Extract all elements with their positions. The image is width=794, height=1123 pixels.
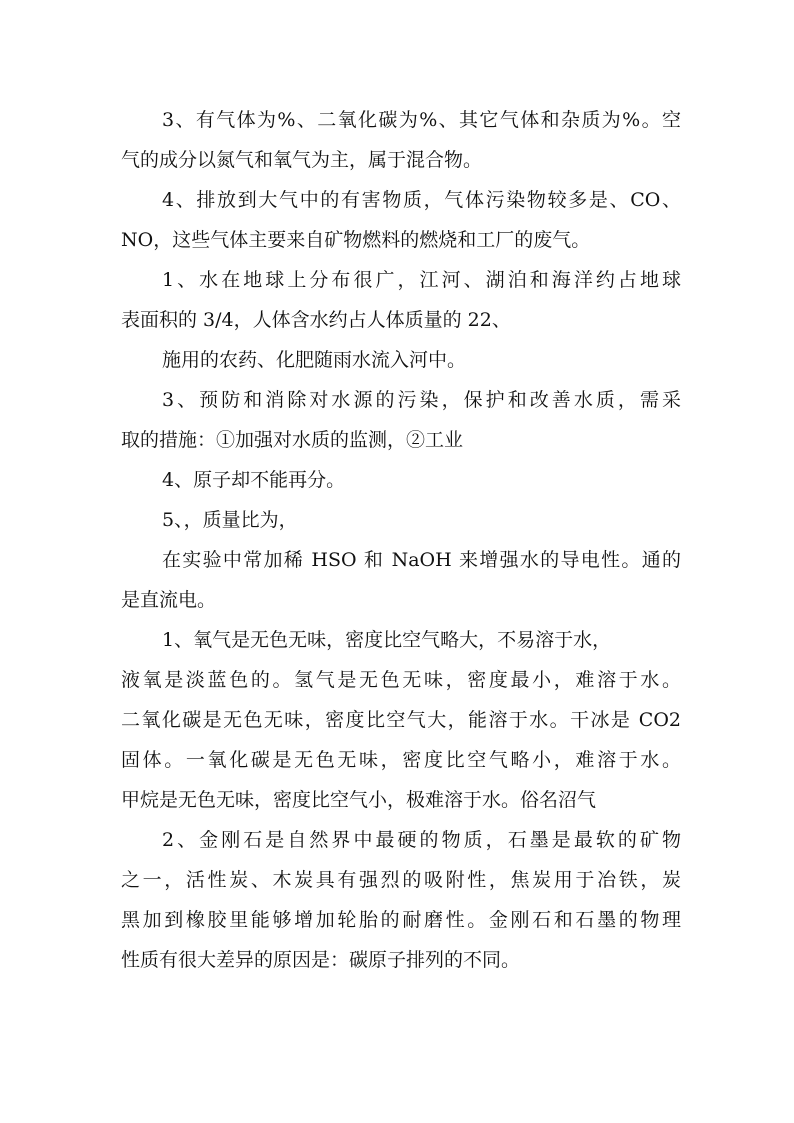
text-line: 液氧是淡蓝色的。氢气是无色无味，密度最小，难溶于水。	[121, 669, 681, 691]
document-body	[121, 100, 681, 980]
text-line: 施用的农药、化肥随雨水流入河中。	[162, 349, 467, 371]
text-line: 4、排放到大气中的有害物质，气体污染物较多是、CO、	[162, 189, 681, 211]
text-line: 4、原子却不能再分。	[162, 469, 346, 491]
text-line: 气的成分以氮气和氧气为主，属于混合物。	[121, 149, 483, 171]
text-line: 甲烷是无色无味，密度比空气小，极难溶于水。俗名沼气	[121, 789, 597, 811]
text-line: 3、有气体为%、二氧化碳为%、其它气体和杂质为%。空	[162, 109, 681, 131]
text-line: 取的措施：①加强对水质的监测，②工业	[121, 429, 464, 451]
text-line: 固体。一氧化碳是无色无味，密度比空气略小，难溶于水。	[121, 749, 681, 771]
text-line: 在实验中常加稀 HSO 和 NaOH 来增强水的导电性。通的	[162, 549, 681, 571]
text-line: 5、，质量比为，	[162, 509, 298, 531]
text-line: 性质有很大差异的原因是：碳原子排列的不同。	[121, 949, 521, 971]
text-line: 表面积的 3/4，人体含水约占人体质量的 22、	[121, 309, 511, 331]
text-line: NO，这些气体主要来自矿物燃料的燃烧和工厂的废气。	[121, 229, 591, 251]
text-line: 1、氧气是无色无味，密度比空气略大，不易溶于水，	[162, 629, 612, 651]
text-line: 2、金刚石是自然界中最硬的物质，石墨是最软的矿物	[162, 829, 681, 851]
text-line: 1、水在地球上分布很广，江河、湖泊和海洋约占地球	[162, 269, 681, 291]
text-line: 二氧化碳是无色无味，密度比空气大，能溶于水。干冰是 CO2	[121, 709, 681, 731]
text-line: 之一，活性炭、木炭具有强烈的吸附性，焦炭用于冶铁，炭	[121, 869, 681, 891]
text-line: 黑加到橡胶里能够增加轮胎的耐磨性。金刚石和石墨的物理	[121, 909, 681, 931]
text-line: 是直流电。	[121, 589, 217, 611]
text-line: 3、预防和消除对水源的污染，保护和改善水质，需采	[162, 389, 681, 411]
